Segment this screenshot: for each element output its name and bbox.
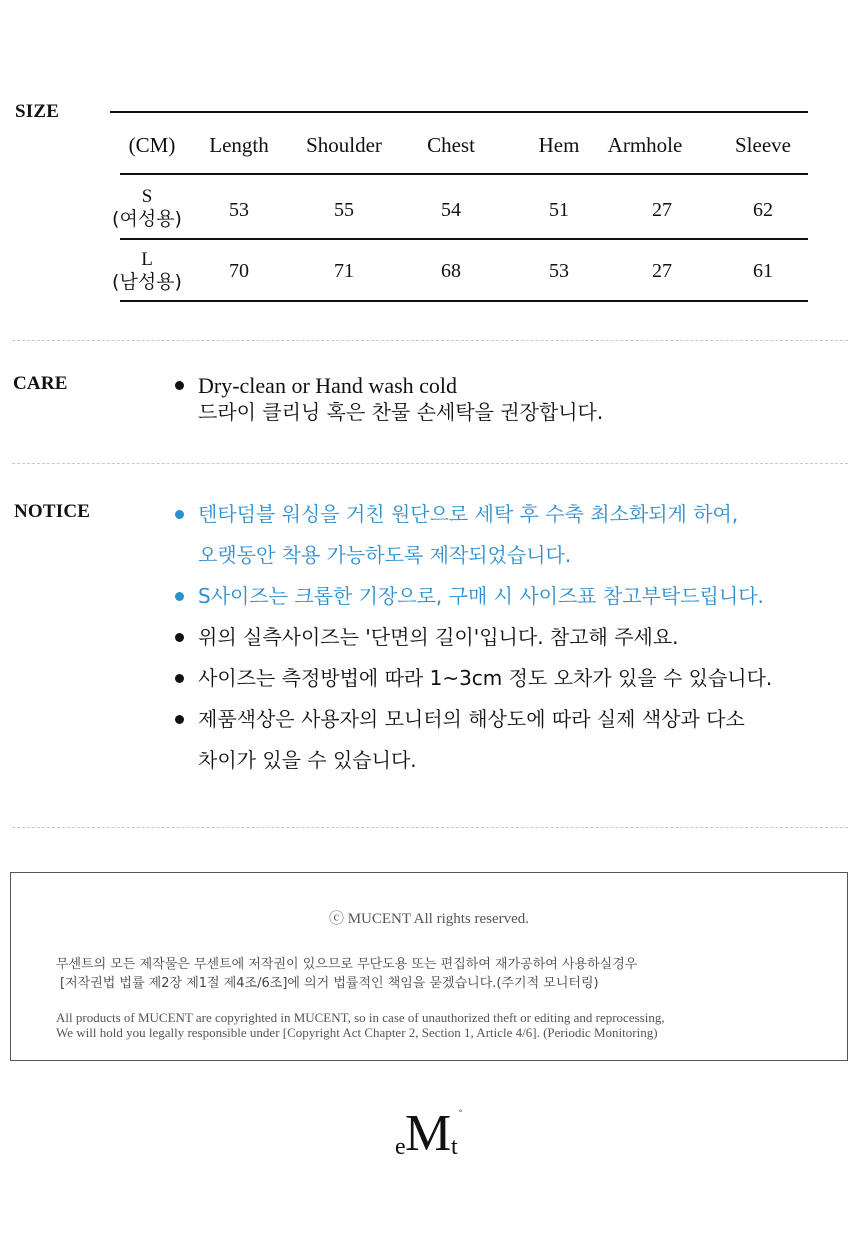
column-header-armhole: Armhole — [607, 133, 683, 157]
copyright-text-en — [56, 1010, 665, 1040]
notice-item — [173, 576, 772, 617]
bullet-icon — [175, 592, 184, 601]
section-divider — [12, 827, 848, 828]
notice-item — [173, 699, 772, 781]
row-size-l: L — [141, 249, 153, 270]
table-header-rule — [120, 173, 808, 175]
cell-l-shoulder: 71 — [334, 260, 354, 282]
cell-l-chest: 68 — [441, 260, 461, 282]
bullet-icon — [175, 674, 184, 683]
notice-text: 텐타덤블 워싱을 거친 원단으로 세탁 후 수축 최소화되게 하여, — [198, 502, 739, 526]
column-header-sleeve: Sleeve — [735, 133, 791, 157]
cell-s-shoulder: 55 — [334, 199, 354, 221]
notice-list — [173, 494, 772, 781]
cell-l-sleeve: 61 — [753, 260, 773, 282]
logo-letter-m: M — [405, 1105, 450, 1162]
logo-letter-e: e — [395, 1134, 406, 1160]
row-label-s — [107, 186, 187, 230]
cell-l-hem: 53 — [549, 260, 569, 282]
copyright-en-line: We will hold you legally responsible under [Copyright Act Chapter 2, Section 1, Article 4/6]. (Periodic Monitoring) — [56, 1025, 658, 1040]
cell-s-hem: 51 — [549, 199, 569, 221]
notice-text: 오랫동안 착용 가능하도록 제작되었습니다. — [198, 543, 572, 567]
copyright-en-line: All products of MUCENT are copyrighted in MUCENT, so in case of unauthorized theft or editing and reprocessing, — [56, 1010, 665, 1025]
table-row-rule — [120, 238, 808, 240]
care-list — [173, 373, 603, 425]
care-section-label: CARE — [13, 373, 68, 394]
notice-section-label: NOTICE — [14, 501, 91, 522]
cell-s-length: 53 — [229, 199, 249, 221]
cell-l-length: 70 — [229, 260, 249, 282]
cell-s-armhole: 27 — [652, 199, 672, 221]
notice-text: 사이즈는 측정방법에 따라 1~3cm 정도 오차가 있을 수 있습니다. — [198, 666, 773, 690]
notice-item — [173, 617, 772, 658]
row-label-l — [107, 249, 187, 293]
size-section-label: SIZE — [15, 101, 60, 122]
cell-l-armhole: 27 — [652, 260, 672, 282]
notice-text: S사이즈는 크롭한 기장으로, 구매 시 사이즈표 참고부탁드립니다. — [198, 584, 764, 608]
care-text-en: Dry-clean or Hand wash cold — [198, 373, 458, 398]
copyright-kr-line: 무센트의 모든 제작물은 무센트에 저작권이 있으므로 무단도용 또는 편집하여 재가공하여 사용하실경우 — [56, 957, 638, 972]
row-size-s: S — [141, 186, 153, 207]
column-header-hem: Hem — [538, 133, 580, 157]
section-divider — [12, 340, 848, 341]
copyright-title: ⓒ MUCENT All rights reserved. — [328, 911, 530, 927]
copyright-kr-line: [저작권법 법률 제2장 제1절 제4조/6조]에 의거 법률적인 책임을 묻겠습니다.(주기적 모니터링) — [60, 976, 599, 991]
notice-text: 위의 실측사이즈는 '단면의 길이'입니다. 참고해 주세요. — [198, 625, 679, 649]
logo-registered-mark: ° — [459, 1108, 463, 1117]
row-gender-l: (남성용) — [112, 271, 182, 293]
bullet-icon — [175, 633, 184, 642]
column-header-length: Length — [209, 133, 269, 157]
column-header-chest: Chest — [427, 133, 475, 157]
copyright-box — [10, 872, 848, 1061]
copyright-text-kr — [56, 955, 637, 993]
cell-s-chest: 54 — [441, 199, 461, 221]
bullet-icon — [175, 715, 184, 724]
table-top-rule — [110, 111, 808, 113]
bullet-icon — [175, 381, 184, 390]
logo-letter-t: t — [451, 1134, 458, 1160]
notice-item — [173, 494, 772, 576]
column-header-unit: (CM) — [128, 133, 176, 157]
bullet-icon — [175, 510, 184, 519]
row-gender-s: (여성용) — [112, 208, 182, 230]
care-text-kr: 드라이 클리닝 혹은 찬물 손세탁을 권장합니다. — [198, 400, 604, 424]
notice-item — [173, 658, 772, 699]
mucent-logo — [395, 1105, 465, 1164]
notice-text: 차이가 있을 수 있습니다. — [198, 748, 417, 772]
section-divider — [12, 463, 848, 464]
column-header-shoulder: Shoulder — [306, 133, 382, 157]
notice-text: 제품색상은 사용자의 모니터의 해상도에 따라 실제 색상과 다소 — [198, 707, 745, 731]
table-bottom-rule — [120, 300, 808, 302]
cell-s-sleeve: 62 — [753, 199, 773, 221]
care-item — [173, 373, 603, 425]
